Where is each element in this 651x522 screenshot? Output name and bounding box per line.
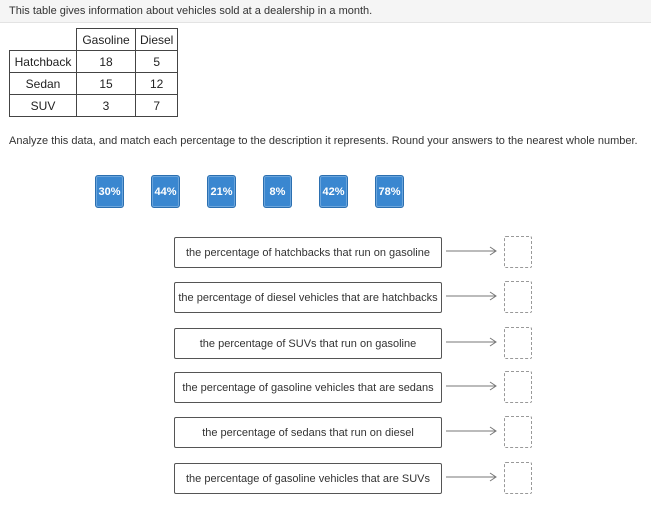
option-chip[interactable]: 21% xyxy=(207,175,236,208)
drop-target[interactable] xyxy=(504,462,532,494)
table-row xyxy=(10,73,178,95)
table-row xyxy=(10,51,178,73)
option-chip[interactable]: 8% xyxy=(263,175,292,208)
option-chip[interactable]: 44% xyxy=(151,175,180,208)
table-cell: 18 xyxy=(77,51,136,73)
column-header-diesel: Diesel xyxy=(136,29,178,51)
description-label: the percentage of gasoline vehicles that are SUVs xyxy=(174,463,442,494)
description-label: the percentage of diesel vehicles that are hatchbacks xyxy=(174,282,442,313)
column-header-gasoline: Gasoline xyxy=(77,29,136,51)
row-header-hatchback: Hatchback xyxy=(10,51,77,73)
drop-target[interactable] xyxy=(504,236,532,268)
drop-target[interactable] xyxy=(504,416,532,448)
table-cell: 12 xyxy=(136,73,178,95)
arrow-right-icon xyxy=(446,380,498,392)
option-chip[interactable]: 30% xyxy=(95,175,124,208)
row-header-suv: SUV xyxy=(10,95,77,117)
table-header-row xyxy=(10,29,178,51)
intro-text: This table gives information about vehicles sold at a dealership in a month. xyxy=(9,5,373,17)
table-corner xyxy=(10,29,77,51)
drop-target[interactable] xyxy=(504,327,532,359)
description-label: the percentage of SUVs that run on gasoline xyxy=(174,328,442,359)
description-label: the percentage of sedans that run on diesel xyxy=(174,417,442,448)
row-header-sedan: Sedan xyxy=(10,73,77,95)
drop-target[interactable] xyxy=(504,371,532,403)
table-cell: 5 xyxy=(136,51,178,73)
description-label: the percentage of gasoline vehicles that are sedans xyxy=(174,372,442,403)
option-chip[interactable]: 78% xyxy=(375,175,404,208)
table-cell: 3 xyxy=(77,95,136,117)
data-table xyxy=(9,28,178,117)
arrow-right-icon xyxy=(446,336,498,348)
table-cell: 7 xyxy=(136,95,178,117)
arrow-right-icon xyxy=(446,245,498,257)
arrow-right-icon xyxy=(446,425,498,437)
option-chip[interactable]: 42% xyxy=(319,175,348,208)
description-label: the percentage of hatchbacks that run on gasoline xyxy=(174,237,442,268)
arrow-right-icon xyxy=(446,290,498,302)
table-cell: 15 xyxy=(77,73,136,95)
drop-target[interactable] xyxy=(504,281,532,313)
instructions-text: Analyze this data, and match each percentage to the description it represents. Round your answers to the nearest whole number. xyxy=(9,135,638,147)
arrow-right-icon xyxy=(446,471,498,483)
table-row xyxy=(10,95,178,117)
